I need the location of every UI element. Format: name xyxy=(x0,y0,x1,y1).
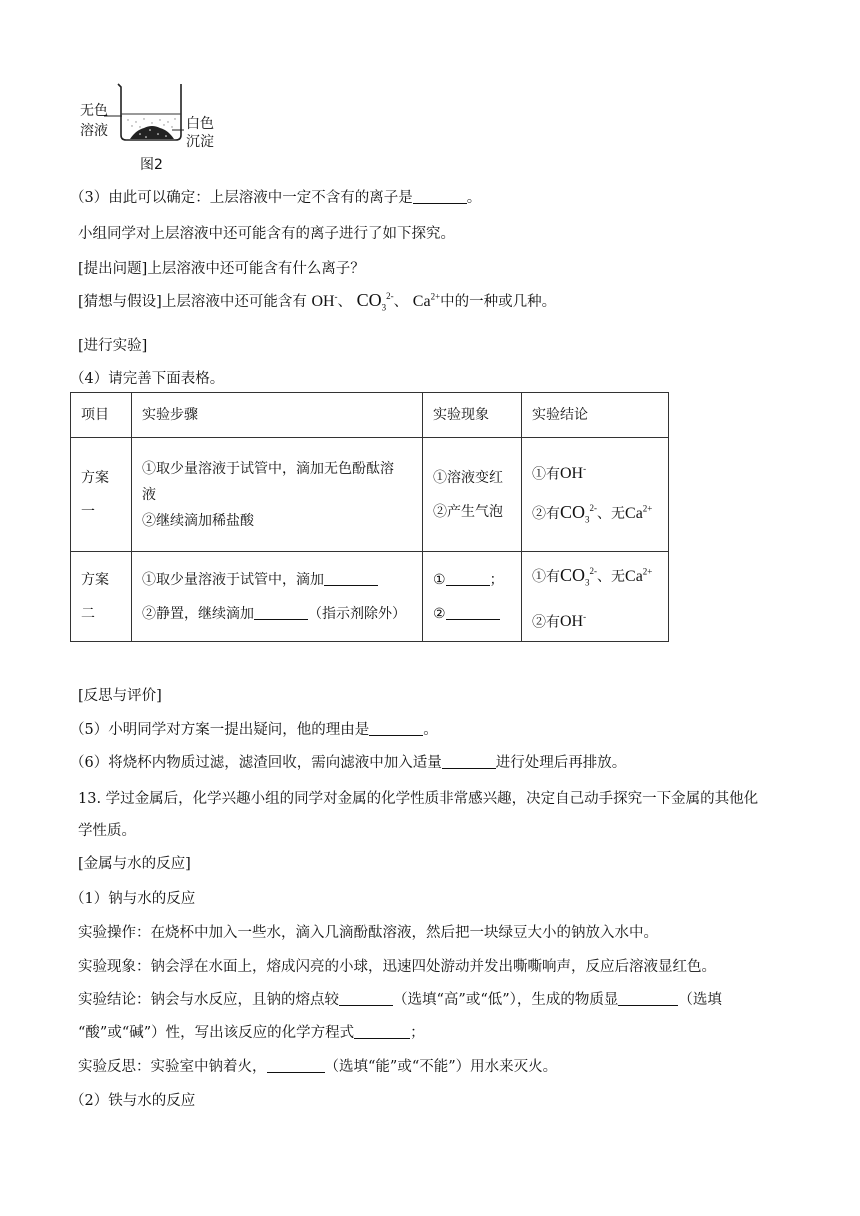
hypothesis-text: [猜想与假设]上层溶液中还可能含有 OH-、 $CO_3^{2-}$、 $Ca^{2+}$中的一种或几种。 xyxy=(78,290,557,313)
answer-blank[interactable] xyxy=(446,605,500,620)
experiment-heading: [进行实验] xyxy=(78,338,148,354)
sodium-reflection: 实验反思：实验室中钠着火， （选填“能”或“不能”）用水来灭火。 xyxy=(78,1059,558,1075)
answer-blank[interactable] xyxy=(369,721,423,736)
plan-1-conclusions: ①有OH- ②有$CO_3^{2-}$、无$Ca^{2+}$ xyxy=(522,438,669,552)
ion-carbonate: $CO_3^{2-}$ xyxy=(356,290,394,313)
plan-2-conclusions: ①有$CO_3^{2-}$、无$Ca^{2+}$ ②有OH- xyxy=(522,552,669,642)
plan-1-phenomena: ①溶液变红 ②产生气泡 xyxy=(423,438,522,552)
question-6: （6）将烧杯内物质过滤，滤渣回收，需向滤液中加入适量 进行处理后再排放。 xyxy=(70,755,627,771)
plan-2-steps: ①取少量溶液于试管中，滴加 ②静置，继续滴加 （指示剂除外） xyxy=(132,552,423,642)
problem-text: [提出问题]上层溶液中还可能含有什么离子？ xyxy=(78,261,365,277)
table-row xyxy=(71,552,669,642)
figure-label-white: 白色 xyxy=(186,116,214,132)
sodium-conclusion-line-2: “酸”或“碱”）性，写出该反应的化学方程式 ； xyxy=(78,1025,425,1041)
question-3: （3）由此可以确定：上层溶液中一定不含有的离子是 。 xyxy=(70,190,482,206)
answer-blank[interactable] xyxy=(354,1024,410,1039)
sodium-operation: 实验操作：在烧杯中加入一些水，滴入几滴酚酞溶液，然后把一块绿豆大小的钠放入水中。 xyxy=(78,925,658,941)
answer-blank[interactable] xyxy=(446,571,490,586)
answer-blank[interactable] xyxy=(254,605,308,620)
plan-1-name: 方案 一 xyxy=(71,438,132,552)
figure-caption: 图2 xyxy=(140,157,163,173)
metal-water-heading: [金属与水的反应] xyxy=(78,856,191,872)
question-13-line-1: 13. 学过金属后，化学兴趣小组的同学对金属的化学性质非常感兴趣，决定自己动手探究一下金属的其他化 xyxy=(78,791,759,807)
answer-blank[interactable] xyxy=(413,189,467,204)
plan-2-name: 方案 二 xyxy=(71,552,132,642)
reflection-heading: [反思与评价] xyxy=(78,688,162,704)
table-header: 项目 xyxy=(71,393,132,438)
figure-label-solution: 溶液 xyxy=(80,123,108,139)
beaker-figure xyxy=(78,80,228,180)
answer-blank[interactable] xyxy=(339,991,393,1006)
plan-2-phenomena: ① ； ② xyxy=(423,552,522,642)
table-header: 实验结论 xyxy=(522,393,669,438)
iron-title: （2）铁与水的反应 xyxy=(70,1093,196,1109)
answer-blank[interactable] xyxy=(324,571,378,586)
table-row xyxy=(71,438,669,552)
figure-label-precipitate: 沉淀 xyxy=(186,134,214,150)
sodium-conclusion-line-1: 实验结论：钠会与水反应，且钠的熔点较 （选填“高”或“低”），生成的物质显 （选填 xyxy=(78,992,722,1008)
question-4: （4）请完善下面表格。 xyxy=(70,371,225,387)
plan-1-steps: ①取少量溶液于试管中，滴加无色酚酞溶 液 ②继续滴加稀盐酸 xyxy=(132,438,423,552)
table-header: 实验步骤 xyxy=(132,393,423,438)
question-5: （5）小明同学对方案一提出疑问，他的理由是 。 xyxy=(70,722,438,738)
question-13-line-2: 学性质。 xyxy=(78,823,136,839)
answer-blank[interactable] xyxy=(442,754,496,769)
answer-blank[interactable] xyxy=(618,991,678,1006)
figure-label-colorless: 无色 xyxy=(80,103,108,119)
intro-text: 小组同学对上层溶液中还可能含有的离子进行了如下探究。 xyxy=(78,226,455,242)
ion-hydroxide: OH- xyxy=(311,291,338,310)
sodium-title: （1）钠与水的反应 xyxy=(70,891,196,907)
experiment-table xyxy=(70,392,669,642)
ion-calcium: $Ca^{2+}$ xyxy=(412,291,441,310)
table-header: 实验现象 xyxy=(423,393,522,438)
answer-blank[interactable] xyxy=(267,1058,325,1073)
sodium-phenomenon: 实验现象：钠会浮在水面上，熔成闪亮的小球，迅速四处游动并发出嘶嘶响声，反应后溶液显红色。 xyxy=(78,959,716,975)
